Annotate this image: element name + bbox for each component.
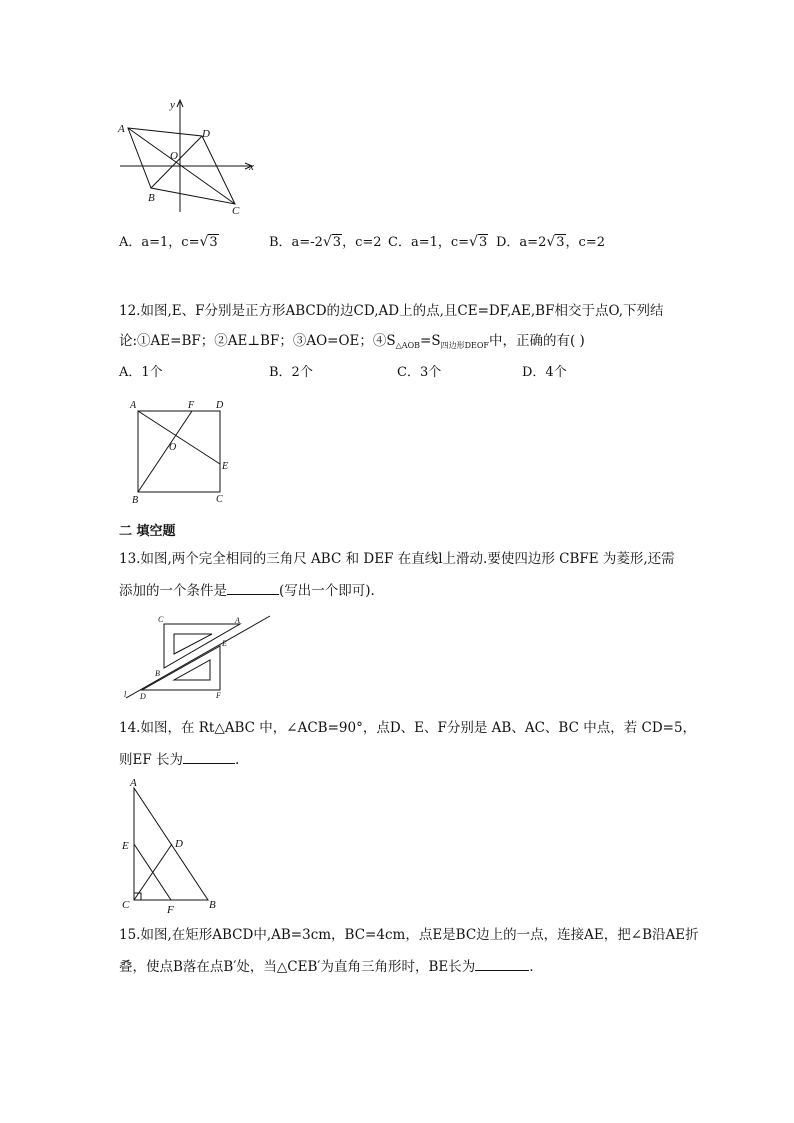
label-o: O xyxy=(169,442,177,453)
label-f: F xyxy=(216,691,221,700)
q14-line1: 14.如图，在 Rt△ABC 中，∠ACB=90°，点D、E、F分别是 AB、AC、BC 中点，若 CD=5， xyxy=(119,720,697,736)
q11-option-a: A．a=1，c=√3 xyxy=(119,234,218,250)
label-o: O xyxy=(170,150,178,162)
label-a: A xyxy=(130,400,137,411)
sqrt-symbol: √3 xyxy=(199,234,218,250)
label-a: A xyxy=(118,123,125,135)
q15-line1: 15.如图,在矩形ABCD中,AB=3cm，BC=4cm，点E是BC边上的一点，连接AE，把∠B沿AE折 xyxy=(119,927,699,943)
label-e: E xyxy=(222,461,229,472)
triangle-abc xyxy=(164,624,240,668)
segment-bf xyxy=(138,411,192,492)
label-c: C xyxy=(216,494,223,505)
label-c: C xyxy=(158,615,164,624)
label-a: A xyxy=(130,777,137,789)
q11-option-d: D．a=2√3，c=2 xyxy=(496,234,605,250)
label-c: C xyxy=(122,899,130,911)
label-e: E xyxy=(222,639,227,648)
triangle-def-inner xyxy=(174,660,210,680)
q13-line2: 添加的一个条件是 (写出一个即可). xyxy=(119,583,375,599)
q12-option-b: B．2个 xyxy=(269,365,313,380)
q11-option-c: C．a=1，c=√3 xyxy=(388,234,488,250)
label-d: D xyxy=(202,128,210,140)
q15-line2: 叠，使点B落在点B′处，当△CEB′为直角三角形时，BE长为 . xyxy=(119,959,534,975)
label-b: B xyxy=(148,192,155,204)
label-f: F xyxy=(167,904,174,916)
q12-option-d: D．4个 xyxy=(522,365,567,380)
label-d: D xyxy=(216,400,224,411)
segment-ae xyxy=(138,411,220,464)
label-e: E xyxy=(122,840,129,852)
q12-option-a: A．1个 xyxy=(119,365,163,380)
label-d: D xyxy=(140,692,146,701)
label-f: F xyxy=(188,400,195,411)
answer-blank xyxy=(475,957,529,971)
triangle-def xyxy=(142,646,220,690)
answer-blank xyxy=(227,581,279,595)
answer-blank xyxy=(183,750,235,764)
section-title-fill-in: 二 填空题 xyxy=(119,524,176,539)
q14-line2: 则EF 长为 . xyxy=(119,752,240,768)
label-y: y xyxy=(170,99,175,111)
figure-q12-square xyxy=(126,396,236,508)
label-b: B xyxy=(132,495,139,506)
figure-q11-coordinate xyxy=(112,94,262,220)
label-x: x xyxy=(249,161,254,173)
label-l: l xyxy=(124,690,127,699)
q12-line1: 12.如图,E、F分别是正方形ABCD的边CD,AD上的点,且CE=DF,AE,BF相交于点O,下列结 xyxy=(119,303,664,319)
label-a: A xyxy=(235,616,240,625)
figure-q14-right-triangle xyxy=(112,774,224,920)
label-b: B xyxy=(209,899,216,911)
label-b: B xyxy=(155,669,160,678)
q13-line1: 13.如图,两个完全相同的三角尺 ABC 和 DEF 在直线l上滑动.要使四边形 CBFE 为菱形,还需 xyxy=(119,551,675,567)
square-abcd xyxy=(138,411,220,492)
q12-option-c: C．3个 xyxy=(397,365,442,380)
line-l xyxy=(126,616,270,698)
q11-option-b: B．a=-2√3，c=2 xyxy=(269,234,382,250)
q12-line2: 论:①AE=BF；②AE⊥BF；③AO=OE；$④S_{\triangle AOB}=S_{四边形DEOF}$中，正确的有( ) xyxy=(119,333,585,350)
label-d: D xyxy=(175,838,183,850)
sqrt-symbol: √3 xyxy=(546,234,565,250)
figure-q13-triangles xyxy=(112,610,282,702)
label-c: C xyxy=(232,205,240,217)
sqrt-symbol: √3 xyxy=(322,234,342,250)
sqrt-symbol: √3 xyxy=(469,234,488,250)
diagonal-bd xyxy=(151,136,202,188)
